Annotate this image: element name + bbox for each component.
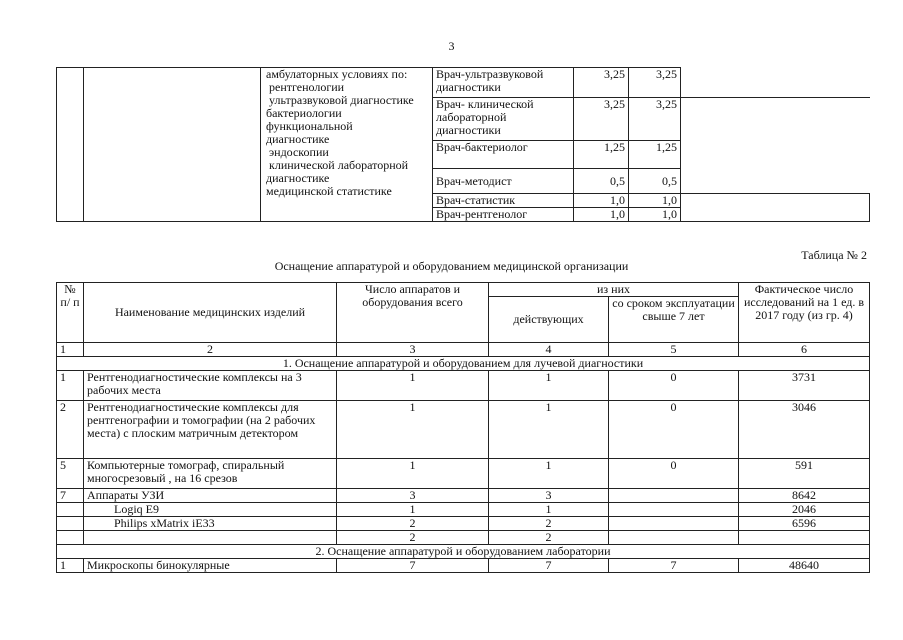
position-cell: Врач- клинической лабораторной диагностики bbox=[433, 98, 574, 141]
row-active: 1 bbox=[489, 401, 609, 459]
row-active: 3 bbox=[489, 489, 609, 503]
conditions-line: амбулаторных условиях по: bbox=[266, 67, 408, 81]
staff-table bbox=[56, 67, 870, 222]
row-actual bbox=[739, 531, 870, 545]
col-number: 3 bbox=[337, 343, 489, 357]
row-name: Компьютерные томограф, спиральный многосрезовый , на 16 срезов bbox=[84, 459, 337, 489]
header-old: со сроком эксплуатации свыше 7 лет bbox=[609, 297, 739, 343]
equipment-table bbox=[56, 282, 870, 573]
rate-cell: 0,5 bbox=[574, 169, 629, 194]
row-name bbox=[84, 531, 337, 545]
position-cell: Врач-статистик bbox=[433, 194, 574, 208]
header-num: № п/ п bbox=[57, 283, 84, 343]
row-total: 1 bbox=[337, 401, 489, 459]
row-actual: 2046 bbox=[739, 503, 870, 517]
col-number: 1 bbox=[57, 343, 84, 357]
row-old: 0 bbox=[609, 371, 739, 401]
header-name: Наименование медицинских изделий bbox=[84, 283, 337, 343]
row-num: 1 bbox=[57, 559, 84, 573]
row-num bbox=[57, 531, 84, 545]
rate-cell: 3,25 bbox=[629, 98, 681, 141]
row-actual: 6596 bbox=[739, 517, 870, 531]
row-total: 1 bbox=[337, 371, 489, 401]
row-actual: 48640 bbox=[739, 559, 870, 573]
row-num: 7 bbox=[57, 489, 84, 503]
row-total: 2 bbox=[337, 517, 489, 531]
row-active: 1 bbox=[489, 371, 609, 401]
rate-cell: 3,25 bbox=[629, 68, 681, 98]
row-active: 1 bbox=[489, 503, 609, 517]
rate-cell: 1,0 bbox=[574, 194, 629, 208]
row-active: 1 bbox=[489, 459, 609, 489]
conditions-line: диагностике bbox=[266, 171, 330, 185]
row-num: 5 bbox=[57, 459, 84, 489]
rate-cell: 1,0 bbox=[629, 194, 681, 208]
row-old bbox=[609, 503, 739, 517]
rate-cell: 0,5 bbox=[629, 169, 681, 194]
table-label: Таблица № 2 bbox=[801, 248, 867, 262]
row-num bbox=[57, 503, 84, 517]
rate-cell: 1,25 bbox=[629, 141, 681, 169]
conditions-line: рентгенологии bbox=[266, 80, 345, 94]
conditions-line: эндоскопии bbox=[266, 145, 329, 159]
row-actual: 3731 bbox=[739, 371, 870, 401]
row-total: 7 bbox=[337, 559, 489, 573]
empty-cell bbox=[681, 141, 870, 169]
empty-cell bbox=[681, 98, 870, 141]
col-number: 5 bbox=[609, 343, 739, 357]
row-old: 0 bbox=[609, 459, 739, 489]
rate-cell: 1,0 bbox=[629, 208, 681, 222]
header-of-them: из них bbox=[489, 283, 739, 297]
staff-table-num-cell bbox=[57, 68, 84, 222]
row-active: 7 bbox=[489, 559, 609, 573]
conditions-line: диагностике bbox=[266, 132, 330, 146]
section-header: 1. Оснащение аппаратурой и оборудованием для лучевой диагностики bbox=[57, 357, 870, 371]
row-actual: 591 bbox=[739, 459, 870, 489]
row-num: 1 bbox=[57, 371, 84, 401]
row-active: 2 bbox=[489, 531, 609, 545]
empty-cell bbox=[681, 194, 870, 222]
section-header: 2. Оснащение аппаратурой и оборудованием лаборатории bbox=[57, 545, 870, 559]
position-cell: Врач-рентгенолог bbox=[433, 208, 574, 222]
row-name: Микроскопы бинокулярные bbox=[84, 559, 337, 573]
row-total: 3 bbox=[337, 489, 489, 503]
row-old bbox=[609, 517, 739, 531]
row-old: 0 bbox=[609, 401, 739, 459]
col-number: 4 bbox=[489, 343, 609, 357]
row-actual: 8642 bbox=[739, 489, 870, 503]
header-count: Число аппаратов и оборудования всего bbox=[337, 283, 489, 343]
table-caption: Оснащение аппаратурой и оборудованием медицинской организации bbox=[274, 259, 629, 273]
row-name: Рентгенодиагностические комплексы на 3 рабочих места bbox=[84, 371, 337, 401]
row-num bbox=[57, 517, 84, 531]
row-total: 1 bbox=[337, 503, 489, 517]
page-number: 3 bbox=[448, 39, 455, 53]
position-cell: Врач-методист bbox=[433, 169, 574, 194]
row-total: 2 bbox=[337, 531, 489, 545]
row-actual: 3046 bbox=[739, 401, 870, 459]
row-num: 2 bbox=[57, 401, 84, 459]
conditions-line: медицинской статистике bbox=[266, 184, 392, 198]
empty-cell bbox=[681, 68, 870, 98]
empty-cell bbox=[681, 169, 870, 194]
header-active: действующих bbox=[489, 297, 609, 343]
rate-cell: 3,25 bbox=[574, 98, 629, 141]
col-number: 6 bbox=[739, 343, 870, 357]
row-old bbox=[609, 489, 739, 503]
rate-cell: 1,0 bbox=[574, 208, 629, 222]
conditions-line: ультразвуковой диагностике bbox=[266, 93, 414, 107]
row-name: Аппараты УЗИ bbox=[84, 489, 337, 503]
row-total: 1 bbox=[337, 459, 489, 489]
col-number: 2 bbox=[84, 343, 337, 357]
conditions-line: клинической лабораторной bbox=[266, 158, 409, 172]
header-actual: Фактическое число исследований на 1 ед. в 2017 году (из гр. 4) bbox=[739, 283, 870, 343]
conditions-line: бактериологии bbox=[266, 106, 342, 120]
row-name: Рентгенодиагностические комплексы для рентгенографии и томографии (на 2 рабочих места) с плоским матричным детектором bbox=[84, 401, 337, 459]
position-cell: Врач-бактериолог bbox=[433, 141, 574, 169]
row-name: Philips xMatrix iE33 bbox=[84, 517, 337, 531]
conditions-line: функциональной bbox=[266, 119, 353, 133]
rate-cell: 3,25 bbox=[574, 68, 629, 98]
staff-table-name-cell bbox=[84, 68, 261, 222]
row-old: 7 bbox=[609, 559, 739, 573]
row-name: Logiq E9 bbox=[84, 503, 337, 517]
row-old bbox=[609, 531, 739, 545]
rate-cell: 1,25 bbox=[574, 141, 629, 169]
row-active: 2 bbox=[489, 517, 609, 531]
conditions-cell bbox=[261, 68, 433, 222]
position-cell: Врач-ультразвуковой диагностики bbox=[433, 68, 574, 98]
